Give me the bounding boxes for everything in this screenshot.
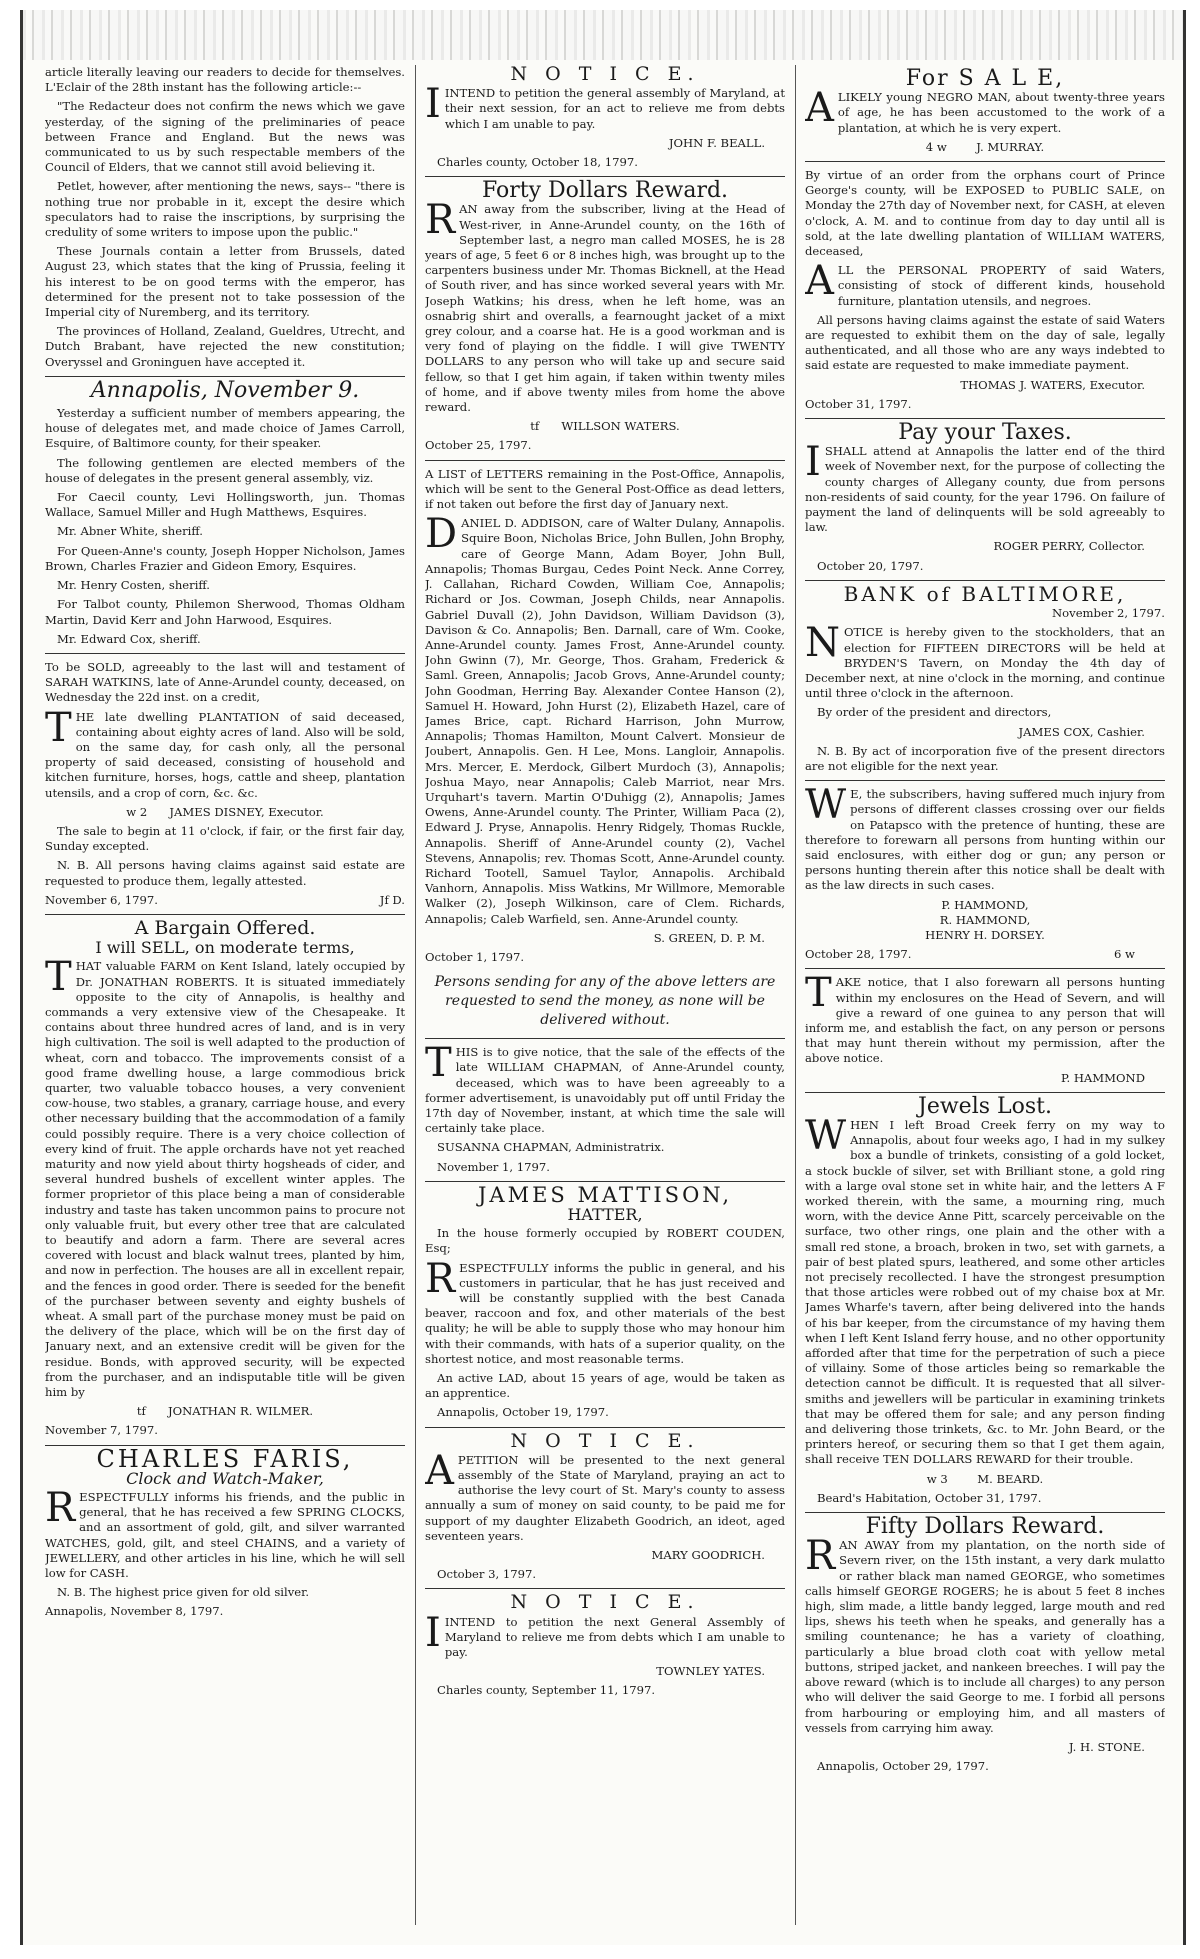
ad-text: RAN AWAY from my plantation, on the north side of Severn river, on the 15th instant, a very dark mulatto or rather black man named GEORGE, who sometimes calls himself GEORGE ROGERS; he is about 5 feet 8 inches high, slim made, a little bandy legged, large mouth and red lips, shews his teeth when he speaks, and generally has a smiling countenance; he has a variety of cloathing, particularly a blue broad cloth coat with yellow metal buttons, striped jacket, and nankeen breeches. I will pay the above reward (which is to include all charges) to any person who will deliver the said George to me. I forbid all persons from harbouring or employing him, and all masters of vessels from carrying him away. xyxy=(805,1533,1165,1735)
letters-italic-note: Persons sending for any of the above letters are requested to send the money, as none will be delivered without. xyxy=(434,974,776,1029)
annapolis-heading: Annapolis, November 9. xyxy=(90,377,360,403)
ad-date: Charles county, September 11, 1797. xyxy=(437,1683,656,1698)
ad-text: By order of the president and directors, xyxy=(817,705,1052,720)
ad-text: The sale to begin at 11 o'clock, if fair, or the first fair day, Sunday excepted. xyxy=(45,823,405,854)
jewels-heading: Jewels Lost. xyxy=(918,1093,1052,1119)
news-paragraph: The provinces of Holland, Zealand, Gueldres, Utrecht, and Dutch Brabant, have rejected the new constitution; Overyssel and Groninguen have accepted it. xyxy=(45,324,405,369)
ad-text: IINTEND to petition the general assembly of Maryland, at their next session, for an act to relieve me from debts which I am unable to pay. xyxy=(425,81,785,131)
notice-heading: N O T I C E. xyxy=(510,1591,700,1614)
ad-text: THIS is to give notice, that the sale of the effects of the late WILLIAM CHAPMAN, of Anne-Arundel county, deceased, which was to have been agreeably to a former advertisement, is unavoidably put off until Friday the 17th day of November, instant, at which time the sale will certainly take place. xyxy=(425,1040,785,1136)
news-paragraph: Petlet, however, after mentioning the news, says-- "there is nothing true nor probable in it, except the desire which speculators had to raise the inscriptions, by surprising the credulity of some writers to impose upon the public." xyxy=(45,179,405,240)
ad-text: RESPECTFULLY informs the public in general, and his customers in particular, that he has just received and will be constantly supplied with the best Canada beaver, raccoon and fox, and other materials of the best quality; he will be able to supply those who may honour him with their commands, with hats of a superior quality, on the shortest notice, and most reasonable terms. xyxy=(425,1255,785,1366)
ad-text: NOTICE is hereby given to the stockholders, that an election for FIFTEEN DIRECTORS will be held at BRYDEN'S Tavern, on Monday the 4th day of December next, at nine o'clock in the morning, and continue until three o'clock in the afternoon. xyxy=(805,620,1165,701)
divider xyxy=(805,418,1165,419)
ad-signature: JOHN F. BEALL. xyxy=(668,135,765,150)
bargain-heading: A Bargain Offered. xyxy=(134,916,316,939)
ad-date: October 31, 1797. xyxy=(805,396,912,411)
reward-heading: Fifty Dollars Reward. xyxy=(865,1514,1105,1540)
news-paragraph: Mr. Edward Cox, sheriff. xyxy=(57,631,201,646)
ad-text: By virtue of an order from the orphans court of Prince George's county, will be EXPOSED to PUBLIC SALE, on Monday the 27th day of November next, for CASH, at eleven o'clock, A. M. and to continue from day to day until all is sold, at the late dwelling plantation of WILLIAM WATERS, deceased, xyxy=(805,168,1165,259)
ad-date: October 25, 1797. xyxy=(425,438,532,453)
ad-date: Annapolis, October 29, 1797. xyxy=(817,1759,989,1774)
newspaper-page xyxy=(20,10,1186,1945)
column-left xyxy=(45,65,405,1925)
letters-list: DANIEL D. ADDISON, care of Walter Dulany, Annapolis. Squire Boon, Nicholas Brice, John Bullen, John Brophy, care of George Mann, Adam Boyer, John Bull, Annapolis; Thomas Burgau, Cedes Point Neck. Anne Correy, J. Callahan, Richard Cowden, William Coe, Annapolis; Richard or Jos. Cowman, Joseph Childs, near Annapolis. Gabriel Duvall (2), John Davidson, William Davidson (3), Davison & Co. Annapolis; Ben. Darnall, care of Wm. Cooke, Anne-Arundel county. James Frost, Anne-Arundel county. John Gwinn (7), Mr. George, Thos. Graham, Frederick & Saml. Green, Annapolis; Jacob Grovs, Anne-Arundel county; John Goodman, Herring Bay. Alexander Contee Hanson (2), Samuel H. Howard, John Hurst (2), Elizabeth Hazel, care of James Brice, capt. Richard Harrison, John Murrow, Annapolis; Thomas Hamilton, Mount Calvert. Monsieur de Joubert, Annapolis. Gen. H Lee, Mons. Langloir, Annapolis. Mrs. Mercer, E. Merdock, Gilbert Murdoch (3), Annapolis; Joshua Mayo, near Annapolis; Caleb Marriot, near Mrs. Urquhart's tavern. Martin O'Duhigg (2), Annapolis; James Owens, Anne-Arundel county. The Printer, William Paca (2), Edward J. Pryse, Annapolis. Henry Ridgely, Thomas Ruckle, Annapolis. Sheriff of Anne-Arundel county (2), Vachel Stevens, Annapolis; rev. Thomas Scott, Anne-Arundel county. Richard Tootell, Samuel Taylor, Annapolis. Archibald Vanhorn, Annapolis. Miss Watkins, Mr Willmore, Memorable Walker (2), Joseph Wilkinson, care of Clem. Richards, Annapolis; Caleb Warfield, sen. Anne-Arundel county. xyxy=(425,511,785,926)
notice-heading: N O T I C E. xyxy=(510,1429,700,1452)
ad-text: All persons having claims against the estate of said Waters are requested to exhibit them on the day of sale, legally authenticated, and all those who are any ways indebted to said estate are requested to make immediate payment. xyxy=(805,312,1165,373)
divider xyxy=(45,653,405,654)
ad-signature: HENRY H. DORSEY. xyxy=(925,927,1045,942)
column-middle xyxy=(425,65,785,1925)
divider xyxy=(425,1181,785,1182)
ad-signature: P. HAMMOND xyxy=(1061,1070,1145,1085)
ad-date: November 1, 1797. xyxy=(437,1159,550,1174)
news-paragraph: Mr. Henry Costen, sheriff. xyxy=(57,578,210,593)
ad-signature: tf JONATHAN R. WILMER. xyxy=(136,1404,314,1419)
divider xyxy=(805,968,1165,969)
news-paragraph: The following gentlemen are elected members of the house of delegates in the present general assembly, viz. xyxy=(45,455,405,485)
divider xyxy=(805,1512,1165,1513)
ad-text: IINTEND to petition the next General Assembly of Maryland to relieve me from debts which I am unable to pay. xyxy=(425,1609,785,1660)
news-intro: article literally leaving our readers to decide for themselves. L'Eclair of the 28th instant has the following article:-- xyxy=(45,65,405,95)
column-right xyxy=(805,65,1165,1925)
ad-text: ALIKELY young NEGRO MAN, about twenty-three years of age, he has been accustomed to the work of a plantation, at which he is very expert. xyxy=(805,85,1165,135)
ad-signature: 4 w J. MURRAY. xyxy=(925,139,1045,154)
ad-date: November 6, 1797. Jf D. xyxy=(45,892,405,907)
notice-heading: N O T I C E. xyxy=(510,65,700,85)
divider xyxy=(805,780,1165,781)
ad-date: October 1, 1797. xyxy=(425,949,525,964)
ad-text: ALL the PERSONAL PROPERTY of said Waters, consisting of stock of different kinds, household furniture, plantation utensils, and negroes. xyxy=(805,258,1165,308)
divider xyxy=(45,376,405,377)
ad-text: RAN away from the subscriber, living at the Head of West-river, in Anne-Arundel county, on the 16th of September last, a negro man called MOSES, he is 28 years of age, 5 feet 6 or 8 inches high, was brought up to the carpenters business under Mr. Thomas Bicknell, at the Head of South river, and has since worked several years with Mr. Joseph Watkins; his dress, when he left home, was an osnabrig shirt and overalls, a fearnought jacket of a mixt grey colour, and a coarse hat. He is a good workman and is very fond of playing on the fiddle. I will give TWENTY DOLLARS to any person who will take up and secure said fellow, so that I get him again, if taken within twenty miles of home, and if above twenty miles from home the above reward. xyxy=(425,197,785,415)
column-rule xyxy=(415,65,416,1925)
ad-date: Beard's Habitation, October 31, 1797. xyxy=(817,1490,1042,1505)
ad-text: An active LAD, about 15 years of age, would be taken as an apprentice. xyxy=(425,1371,785,1401)
divider xyxy=(45,914,405,915)
ad-text: APETITION will be presented to the next general assembly of the State of Maryland, praying an act to authorise the levy court of St. Mary's county to assess annually a sum of money on said county, to be paid me for support of my daughter Elizabeth Goodrich, an ideot, aged seventeen years. xyxy=(425,1447,785,1543)
ad-signature: J. H. STONE. xyxy=(1068,1739,1145,1754)
ad-signature: ROGER PERRY, Collector. xyxy=(993,539,1145,554)
ad-signature: R. HAMMOND, xyxy=(939,912,1031,927)
divider xyxy=(425,1427,785,1428)
divider xyxy=(805,580,1165,581)
news-paragraph: "The Redacteur does not confirm the news which we gave yesterday, of the signing of the preliminaries of peace between France and England. But the news was communicated to us by such respectable members of the Council of Elders, that we cannot still avoid believing it. xyxy=(45,99,405,175)
letters-intro: A LIST of LETTERS remaining in the Post-Office, Annapolis, which will be sent to the General Post-Office as dead letters, if not taken out before the first day of January next. xyxy=(425,466,785,512)
divider xyxy=(805,1092,1165,1093)
mattison-heading: JAMES MATTISON, xyxy=(477,1182,732,1207)
news-paragraph: These Journals contain a letter from Brussels, dated August 23, which states that the king of Prussia, feeling it his interest to be on good terms with the emperor, has determined for the present not to take possession of the Imperial city of Nuremberg, and its territory. xyxy=(45,244,405,320)
ad-signature: TOWNLEY YATES. xyxy=(656,1664,765,1679)
ad-text: RESPECTFULLY informs his friends, and the public in general, that he has received a few SPRING CLOCKS, and an assortment of gold, gilt, and silver warranted WATCHES, gold, gilt, and steel CHAINS, and a variety of JEWELLERY, and other articles in his line, which he will sell low for CASH. xyxy=(45,1485,405,1581)
divider xyxy=(805,161,1165,162)
ad-text: N. B. All persons having claims against said estate are requested to produce them, legally attested. xyxy=(45,858,405,888)
faris-subheading: Clock and Watch-Maker, xyxy=(126,1468,324,1488)
news-paragraph: For Queen-Anne's county, Joseph Hopper Nicholson, James Brown, Charles Frazier and Gideon Emory, Esquires. xyxy=(45,543,405,573)
news-paragraph: Yesterday a sufficient number of members appearing, the house of delegates met, and made choice of James Carroll, Esquire, of Baltimore county, for their speaker. xyxy=(45,406,405,451)
ad-date: Annapolis, October 19, 1797. xyxy=(437,1405,609,1420)
ad-text: In the house formerly occupied by ROBERT COUDEN, Esq; xyxy=(425,1226,785,1256)
ad-signature: S. GREEN, D. P. M. xyxy=(653,930,765,945)
ad-signature: JAMES COX, Cashier. xyxy=(1018,724,1145,739)
news-paragraph: For Talbot county, Philemon Sherwood, Thomas Oldham Martin, David Kerr and John Harwood, Esquires. xyxy=(45,597,405,627)
ad-date: October 28, 1797. 6 w xyxy=(805,947,1135,962)
ad-text: THAT valuable FARM on Kent Island, lately occupied by Dr. JONATHAN ROBERTS. It is situated immediately opposite to the city of Annapolis, is healthy and commands a very extensive view of the Chesapeake. It contains about three hundred acres of land, and is in very high cultivation. The soil is well adapted to the production of wheat, corn and tobacco. The improvements consist of a good frame dwelling house, a large commodious brick quarter, two valuable tobacco houses, a very convenient cow-house, two stables, a granary, carriage house, and every other necessary building that the accommodation of a family could possibly require. There is a very choice collection of every kind of fruit. The apple orchards have not yet reached maturity and now yield about thirty hogsheads of cider, and several hundred bushels of excellent winter apples. The former proprietor of this place being a man of considerable industry and taste has taken uncommon pains to procure not only valuable fruit, but every other tree that are calculated to beautify and adorn a farm. There are several acres covered with locust and black walnut trees, planted by him, and now in perfection. The houses are all in excellent repair, and the fences in good order. There is seeded for the benefit of the purchaser between seventy and eighty bushels of wheat. A small part of the purchase money must be paid on the delivery of the place, which will be on the first day of January next, and an extensive credit will be given for the residue. Bonds, with approved security, will be expected from the purchaser, and an indisputable title will be given him by xyxy=(45,954,405,1400)
ad-text: WHEN I left Broad Creek ferry on my way to Annapolis, about four weeks ago, I had in my sulkey box a bundle of trinkets, consisting of a gold locket, a stock buckle of silver, set with Brilliant stone, a gold ring with a large oval stone set in white hair, and the letters A F worked therein, with the same, a mourning ring, much worn, with the device Anne Pitt, scarcely perceivable on the surface, two other rings, one plain and the other with a small red stone, a broach, broken in two, set with garnets, a pair of best plated spurs, leathered, and some other articles not precisely recollected. I have the strongest presumption that those articles were robbed out of my chaise box at Mr. James Wharfe's tavern, after being delivered into the hands of his bar keeper, from the circumstance of my having them when I left Kent Island ferry house, and no other opportunity afforded after that time for the perpetration of such a piece of villainy. Some of those articles being so remarkable the detection cannot be difficult. It is requested that all silver-smiths and jewellers will be particular in examining trinkets that may be offered them for sale; and any person finding and delivering those trinkets, &c. to Mr. John Beard, or the printers hereof, or securing them so that I get them again, shall receive TEN DOLLARS REWARD for their trouble. xyxy=(805,1112,1165,1467)
ad-text: THE late dwelling PLANTATION of said deceased, containing about eighty acres of land. Also will be sold, on the same day, for cash only, all the personal property of said deceased, consisting of household and kitchen furniture, horses, hogs, cattle and sheep, plantation utensils, and a crop of corn, &c. &c. xyxy=(45,704,405,800)
sale-heading: For S A L E, xyxy=(905,66,1065,91)
ad-signature: w 2 JAMES DISNEY, Executor. xyxy=(126,804,324,819)
ad-text: N. B. The highest price given for old silver. xyxy=(57,1585,310,1600)
ad-date: October 20, 1797. xyxy=(817,558,924,573)
ad-date: Annapolis, November 8, 1797. xyxy=(45,1604,224,1619)
divider xyxy=(425,460,785,461)
divider xyxy=(425,176,785,177)
bank-heading: BANK of BALTIMORE, xyxy=(843,581,1127,606)
bargain-subheading: I will SELL, on moderate terms, xyxy=(95,938,355,958)
news-paragraph: Mr. Abner White, sheriff. xyxy=(57,524,203,539)
ad-signature: MARY GOODRICH. xyxy=(651,1548,765,1563)
ad-text: N. B. By act of incorporation five of the present directors are not eligible for the next year. xyxy=(805,743,1165,773)
ad-date: November 2, 1797. xyxy=(1052,606,1165,621)
ad-text: ISHALL attend at Annapolis the latter end of the third week of November next, for the purpose of collecting the county charges of Allegany county, due from persons non-residents of said county, for the year 1796. On failure of payment the land of delinquents will be sold agreeably to law. xyxy=(805,439,1165,535)
ad-signature: SUSANNA CHAPMAN, Administratrix. xyxy=(437,1140,665,1155)
ad-signature: THOMAS J. WATERS, Executor. xyxy=(960,377,1145,392)
news-paragraph: For Caecil county, Levi Hollingsworth, jun. Thomas Wallace, Samuel Miller and Hugh Matthews, Esquires. xyxy=(45,490,405,520)
divider xyxy=(425,1588,785,1589)
divider xyxy=(425,1038,785,1039)
reward-heading: Forty Dollars Reward. xyxy=(481,178,729,204)
mattison-subheading: HATTER, xyxy=(567,1205,643,1224)
torn-top-margin xyxy=(23,10,1183,60)
ad-date: Charles county, October 18, 1797. xyxy=(437,155,638,170)
ad-text: WE, the subscribers, having suffered much injury from persons of different classes crossing over our fields on Patapsco with the pretence of hunting, these are therefore to forewarn all persons from hunting within our said enclosures, with either dog or gun; any person or persons hunting therein after this notice shall be dealt with as the law directs in such cases. xyxy=(805,782,1165,893)
taxes-heading: Pay your Taxes. xyxy=(898,420,1072,446)
ad-text: TAKE notice, that I also forewarn all persons hunting within my enclosures on the Head of Severn, and will give a reward of one guinea to any person that will inform me, and establish the fact, on any person or persons that may hunt therein without my permission, after the above notice. xyxy=(805,970,1165,1066)
ad-signature: tf WILLSON WATERS. xyxy=(530,419,680,434)
ad-signature: P. HAMMOND, xyxy=(941,897,1029,912)
ad-signature: w 3 M. BEARD. xyxy=(926,1471,1044,1486)
ad-date: November 7, 1797. xyxy=(45,1423,158,1438)
column-rule xyxy=(795,65,796,1925)
faris-heading: CHARLES FARIS, xyxy=(96,1444,354,1473)
ad-date: October 3, 1797. xyxy=(437,1567,537,1582)
ad-text: To be SOLD, agreeably to the last will and testament of SARAH WATKINS, late of Anne-Arundel county, deceased, on Wednesday the 22d inst. on a credit, xyxy=(45,659,405,705)
